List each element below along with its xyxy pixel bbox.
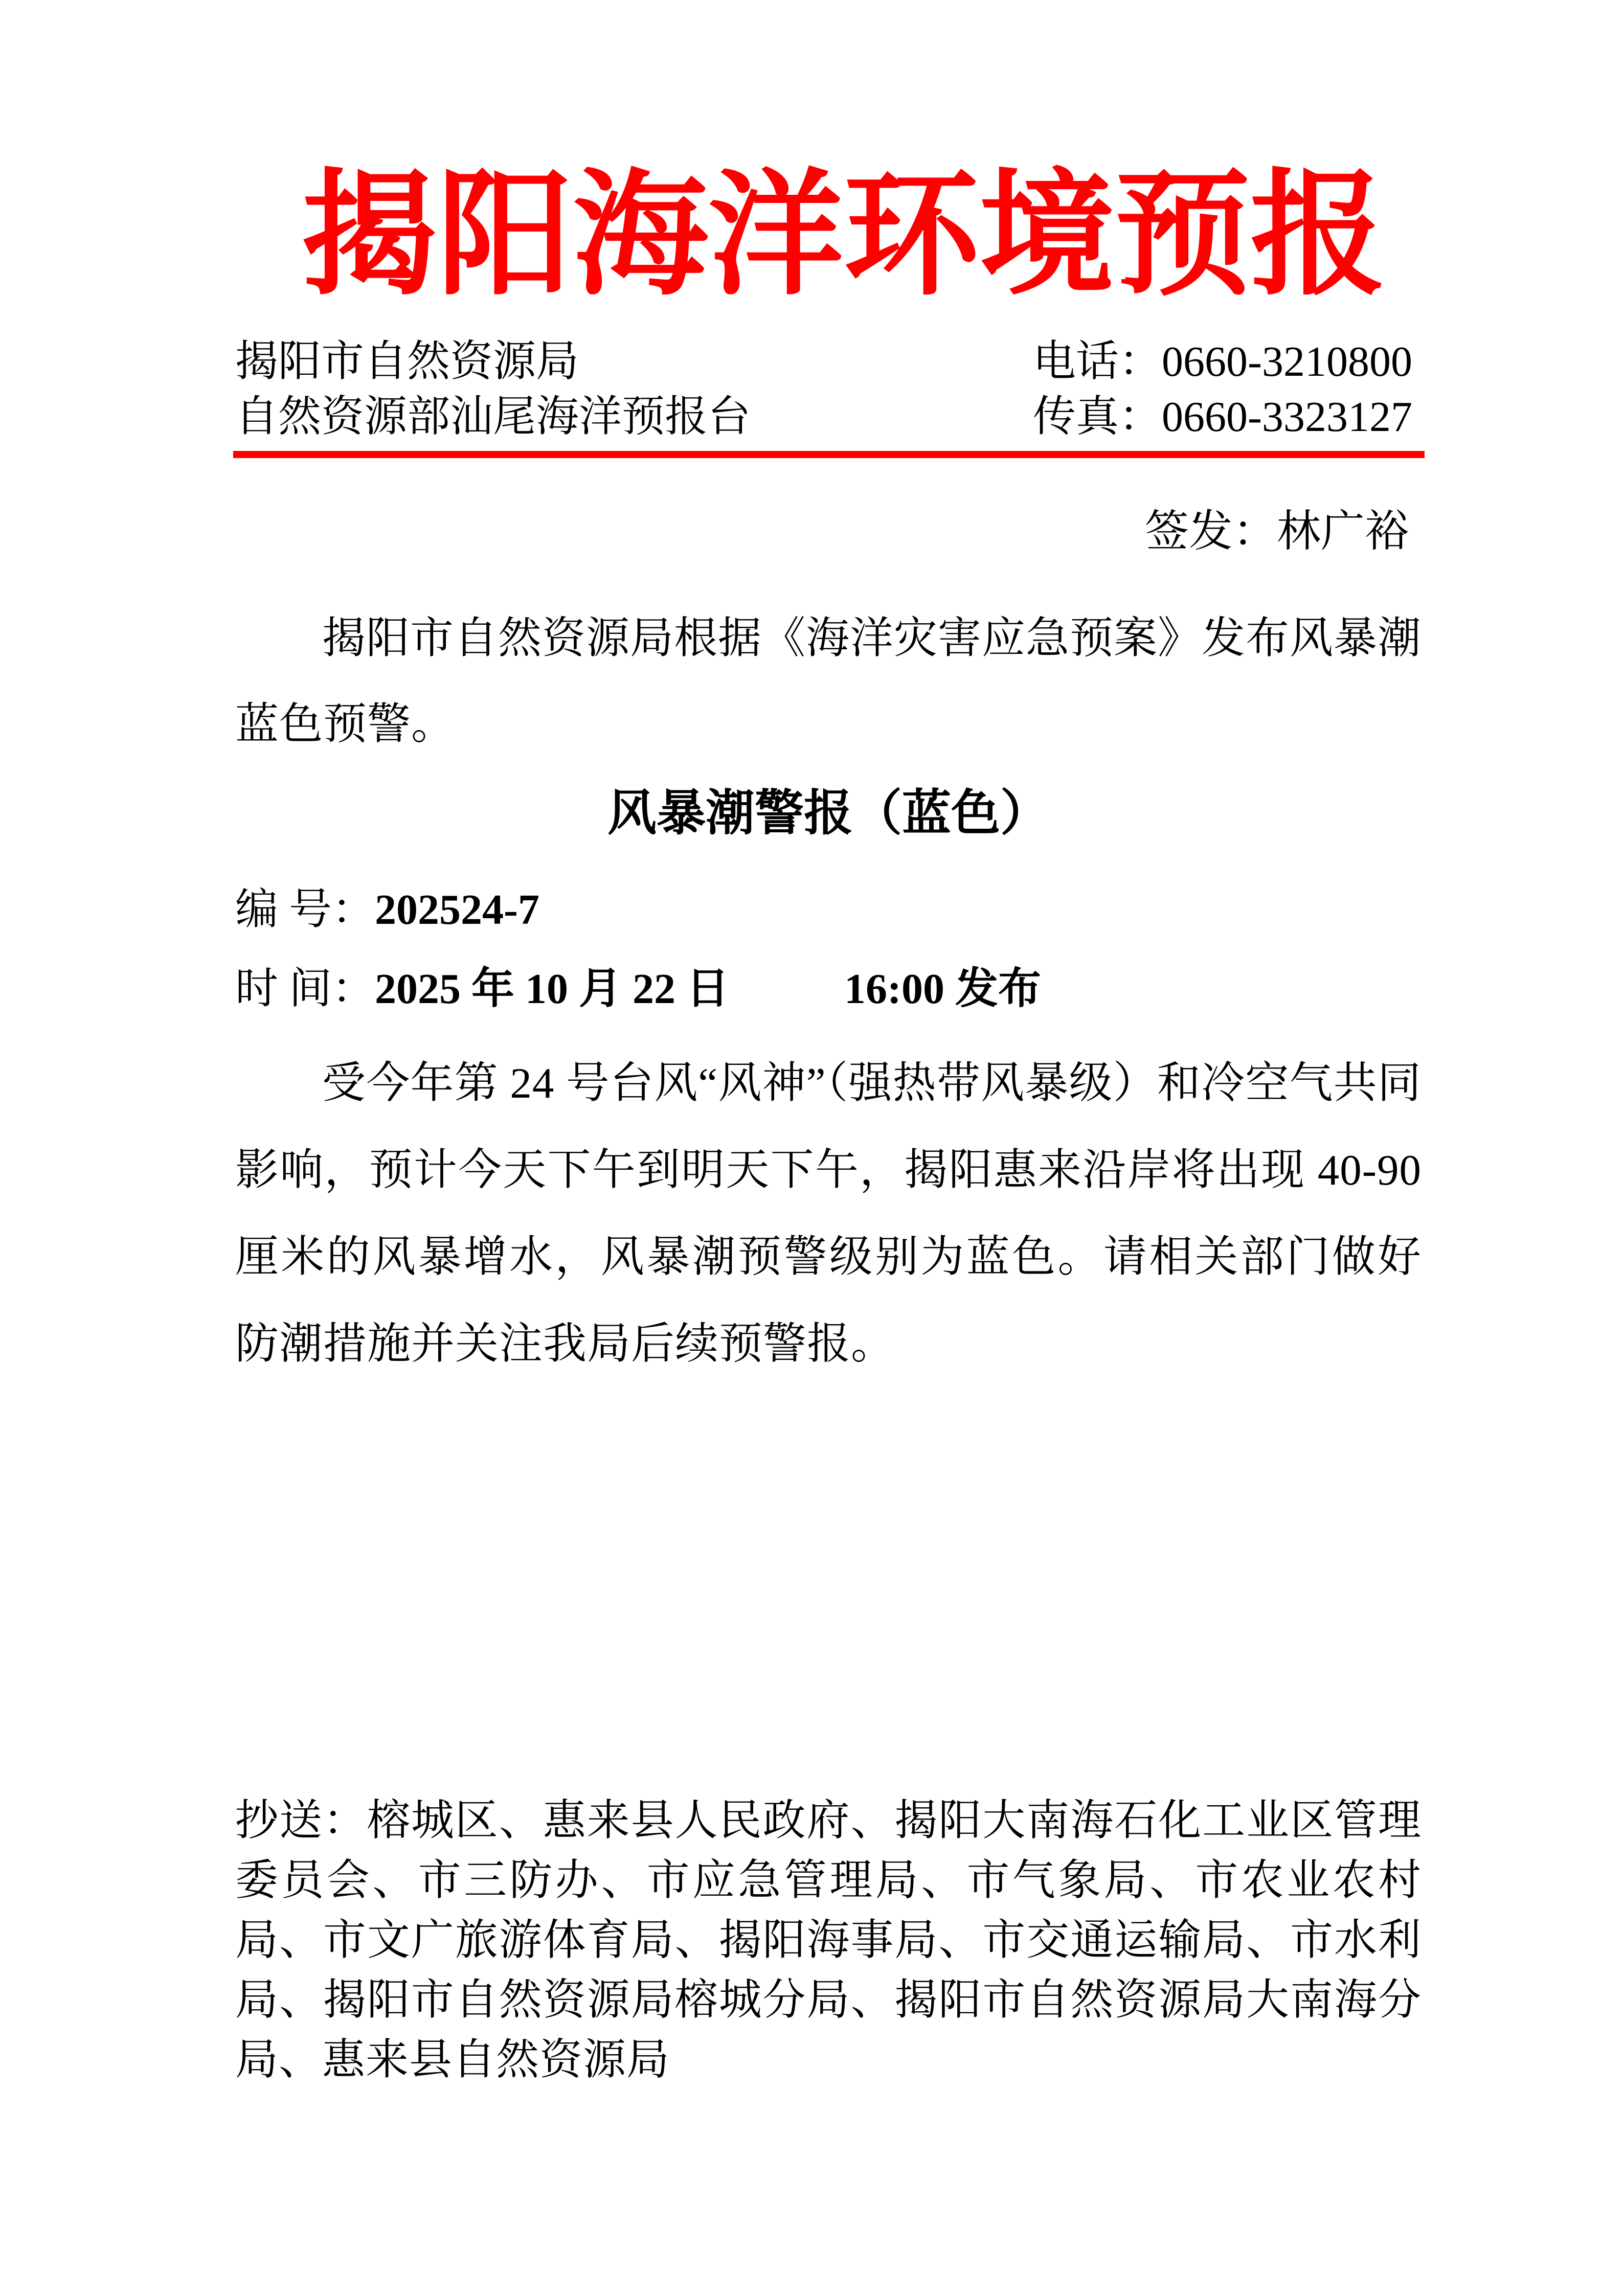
issue-time-value: 16:00 发布 xyxy=(844,965,1042,1013)
bulletin-number-label: 编 号： xyxy=(235,886,375,934)
fax-number: 0660-3323127 xyxy=(1162,393,1412,441)
bulletin-number-value: 202524-7 xyxy=(375,886,539,934)
contact-info xyxy=(1033,334,1412,445)
org-names xyxy=(235,334,751,445)
phone-number: 0660-3210800 xyxy=(1162,338,1412,385)
issue-time-label: 时 间： xyxy=(235,965,375,1013)
org-name-primary: 揭阳市自然资源局 xyxy=(235,338,579,385)
signer-label: 签发： xyxy=(1145,507,1277,556)
cc-paragraph: 抄送：榕城区、惠来县人民政府、揭阳大南海石化工业区管理委员会、市三防办、市应急管理局、市气象局、市农业农村局、市文广旅游体育局、揭阳海事局、市交通运输局、市水利局、揭阳市自然资源局榕城分局、揭阳市自然资源局大南海分局、惠来县自然资源局 xyxy=(235,1797,1422,2084)
org-name-secondary: 自然资源部汕尾海洋预报台 xyxy=(235,393,751,441)
fax-line xyxy=(1033,390,1412,445)
phone-line xyxy=(1033,334,1412,390)
bulletin-number-line xyxy=(235,872,1422,948)
document-content xyxy=(0,163,1624,2090)
alert-heading: 风暴潮警报（蓝色） xyxy=(607,786,1049,840)
signer-name: 林广裕 xyxy=(1277,507,1409,556)
issue-time-line xyxy=(235,951,1422,1028)
letterhead xyxy=(235,334,1422,445)
intro-paragraph: 揭阳市自然资源局根据《海洋灾害应急预案》发布风暴潮蓝色预警。 xyxy=(235,615,1422,748)
red-divider xyxy=(233,451,1425,458)
document-title: 揭阳海洋环境预报 xyxy=(302,162,1386,311)
body-paragraph: 受今年第 24 号台风“风神”（强热带风暴级）和冷空气共同影响，预计今天下午到明天下午，揭阳惠来沿岸将出现 40-90 厘米的风暴增水，风暴潮预警级别为蓝色。请相关部门做好防潮措施并关注我局后续预警报。 xyxy=(235,1059,1422,1368)
fax-label: 传真： xyxy=(1033,393,1162,441)
phone-label: 电话： xyxy=(1033,338,1162,385)
issue-time-date: 2025 年 10 月 22 日 xyxy=(375,965,730,1013)
signer-line xyxy=(235,503,1422,559)
